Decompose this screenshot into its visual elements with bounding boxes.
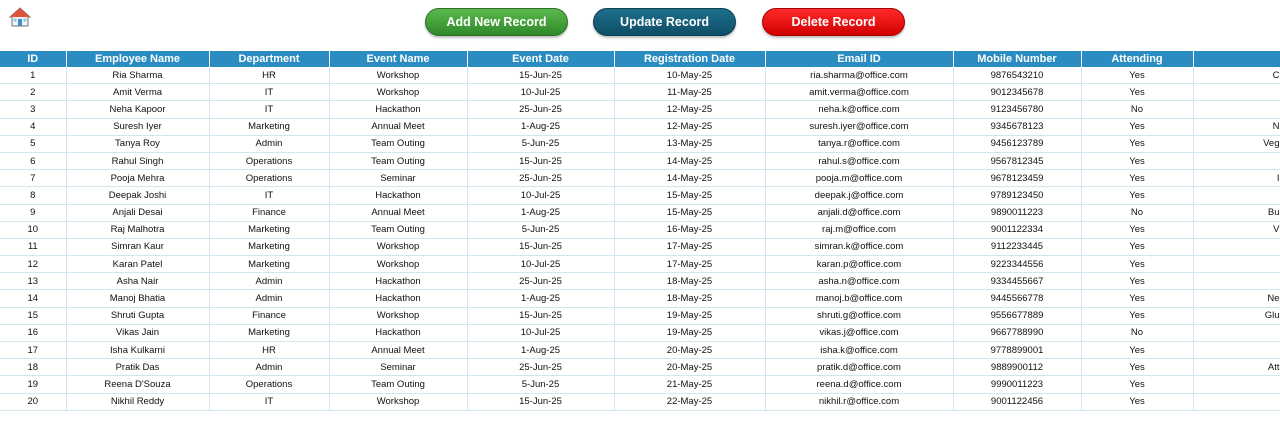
table-header-row: [0, 51, 1280, 67]
cell-employee-name[interactable]: Manoj Bhatia: [66, 290, 209, 307]
cell-attending[interactable]: Yes: [1081, 393, 1193, 410]
cell-email-id[interactable]: asha.n@office.com: [765, 273, 953, 290]
cell-employee-name[interactable]: Anjali Desai: [66, 204, 209, 221]
cell-id[interactable]: 12: [0, 256, 66, 273]
cell-event-date[interactable]: 15-Jun-25: [467, 307, 614, 324]
table-row[interactable]: [0, 324, 1280, 341]
cell-mobile-number[interactable]: 9012345678: [953, 84, 1081, 101]
cell-email-id[interactable]: reena.d@office.com: [765, 376, 953, 393]
cell-email-id[interactable]: tanya.r@office.com: [765, 135, 953, 152]
cell-employee-name[interactable]: Ria Sharma: [66, 67, 209, 84]
table-row[interactable]: [0, 256, 1280, 273]
cell-extra[interactable]: Ne: [1193, 290, 1280, 307]
table-row[interactable]: [0, 170, 1280, 187]
column-header-event-date[interactable]: Event Date: [467, 51, 614, 67]
cell-id[interactable]: 10: [0, 221, 66, 238]
cell-id[interactable]: 5: [0, 135, 66, 152]
cell-email-id[interactable]: anjali.d@office.com: [765, 204, 953, 221]
column-header-email-id[interactable]: Email ID: [765, 51, 953, 67]
table-row[interactable]: [0, 67, 1280, 84]
home-icon[interactable]: [9, 7, 31, 27]
cell-event-date[interactable]: 5-Jun-25: [467, 376, 614, 393]
cell-registration-date[interactable]: 13-May-25: [614, 135, 765, 152]
cell-event-date[interactable]: 15-Jun-25: [467, 393, 614, 410]
cell-id[interactable]: 9: [0, 204, 66, 221]
column-header-department[interactable]: Department: [209, 51, 329, 67]
cell-id[interactable]: 16: [0, 324, 66, 341]
table-row[interactable]: [0, 307, 1280, 324]
cell-event-name[interactable]: Annual Meet: [329, 342, 467, 359]
cell-extra[interactable]: [1193, 376, 1280, 393]
cell-department[interactable]: Admin: [209, 135, 329, 152]
table-row[interactable]: [0, 118, 1280, 135]
cell-department[interactable]: Operations: [209, 376, 329, 393]
cell-event-name[interactable]: Workshop: [329, 84, 467, 101]
cell-extra[interactable]: [1193, 84, 1280, 101]
cell-employee-name[interactable]: Suresh Iyer: [66, 118, 209, 135]
cell-department[interactable]: Marketing: [209, 256, 329, 273]
cell-event-date[interactable]: 25-Jun-25: [467, 359, 614, 376]
cell-event-date[interactable]: 15-Jun-25: [467, 238, 614, 255]
cell-department[interactable]: Admin: [209, 359, 329, 376]
cell-registration-date[interactable]: 19-May-25: [614, 307, 765, 324]
cell-registration-date[interactable]: 16-May-25: [614, 221, 765, 238]
cell-employee-name[interactable]: Vikas Jain: [66, 324, 209, 341]
cell-email-id[interactable]: karan.p@office.com: [765, 256, 953, 273]
cell-extra[interactable]: Veg: [1193, 135, 1280, 152]
cell-attending[interactable]: Yes: [1081, 290, 1193, 307]
cell-employee-name[interactable]: Reena D'Souza: [66, 376, 209, 393]
cell-registration-date[interactable]: 20-May-25: [614, 342, 765, 359]
cell-mobile-number[interactable]: 9345678123: [953, 118, 1081, 135]
cell-attending[interactable]: Yes: [1081, 67, 1193, 84]
cell-event-date[interactable]: 10-Jul-25: [467, 187, 614, 204]
cell-mobile-number[interactable]: 9001122334: [953, 221, 1081, 238]
column-header-registration-date[interactable]: Registration Date: [614, 51, 765, 67]
cell-attending[interactable]: Yes: [1081, 307, 1193, 324]
cell-event-date[interactable]: 10-Jul-25: [467, 324, 614, 341]
cell-attending[interactable]: Yes: [1081, 256, 1193, 273]
cell-employee-name[interactable]: Simran Kaur: [66, 238, 209, 255]
cell-event-name[interactable]: Hackathon: [329, 187, 467, 204]
cell-mobile-number[interactable]: 9456123789: [953, 135, 1081, 152]
cell-event-name[interactable]: Workshop: [329, 238, 467, 255]
cell-event-name[interactable]: Team Outing: [329, 376, 467, 393]
cell-email-id[interactable]: rahul.s@office.com: [765, 152, 953, 169]
cell-employee-name[interactable]: Pooja Mehra: [66, 170, 209, 187]
cell-event-date[interactable]: 10-Jul-25: [467, 256, 614, 273]
cell-event-name[interactable]: Annual Meet: [329, 118, 467, 135]
cell-id[interactable]: 8: [0, 187, 66, 204]
cell-department[interactable]: Operations: [209, 152, 329, 169]
cell-attending[interactable]: No: [1081, 204, 1193, 221]
records-table: [0, 51, 1280, 411]
cell-attending[interactable]: Yes: [1081, 170, 1193, 187]
cell-id[interactable]: 4: [0, 118, 66, 135]
column-header-attending[interactable]: Attending: [1081, 51, 1193, 67]
cell-department[interactable]: Finance: [209, 204, 329, 221]
cell-employee-name[interactable]: Isha Kulkarni: [66, 342, 209, 359]
cell-attending[interactable]: Yes: [1081, 135, 1193, 152]
cell-email-id[interactable]: nikhil.r@office.com: [765, 393, 953, 410]
cell-registration-date[interactable]: 18-May-25: [614, 290, 765, 307]
cell-event-date[interactable]: 5-Jun-25: [467, 135, 614, 152]
cell-extra[interactable]: V: [1193, 221, 1280, 238]
cell-mobile-number[interactable]: 9001122456: [953, 393, 1081, 410]
cell-attending[interactable]: Yes: [1081, 152, 1193, 169]
cell-registration-date[interactable]: 11-May-25: [614, 84, 765, 101]
cell-mobile-number[interactable]: 9890011223: [953, 204, 1081, 221]
cell-id[interactable]: 3: [0, 101, 66, 118]
cell-event-date[interactable]: 1-Aug-25: [467, 342, 614, 359]
table-row[interactable]: [0, 187, 1280, 204]
column-header-event-name[interactable]: Event Name: [329, 51, 467, 67]
cell-mobile-number[interactable]: 9112233445: [953, 238, 1081, 255]
cell-employee-name[interactable]: Asha Nair: [66, 273, 209, 290]
table-row[interactable]: [0, 290, 1280, 307]
cell-employee-name[interactable]: Neha Kapoor: [66, 101, 209, 118]
cell-email-id[interactable]: pooja.m@office.com: [765, 170, 953, 187]
cell-attending[interactable]: Yes: [1081, 273, 1193, 290]
column-header-mobile-number[interactable]: Mobile Number: [953, 51, 1081, 67]
cell-mobile-number[interactable]: 9990011223: [953, 376, 1081, 393]
cell-department[interactable]: Admin: [209, 290, 329, 307]
cell-department[interactable]: IT: [209, 84, 329, 101]
cell-department[interactable]: Operations: [209, 170, 329, 187]
table-row[interactable]: [0, 204, 1280, 221]
cell-department[interactable]: Marketing: [209, 118, 329, 135]
cell-event-name[interactable]: Hackathon: [329, 290, 467, 307]
cell-event-date[interactable]: 25-Jun-25: [467, 101, 614, 118]
cell-id[interactable]: 15: [0, 307, 66, 324]
cell-event-name[interactable]: Seminar: [329, 170, 467, 187]
cell-extra[interactable]: I: [1193, 170, 1280, 187]
table-row[interactable]: [0, 359, 1280, 376]
cell-attending[interactable]: No: [1081, 101, 1193, 118]
table-row[interactable]: [0, 393, 1280, 410]
cell-event-name[interactable]: Workshop: [329, 307, 467, 324]
cell-attending[interactable]: Yes: [1081, 221, 1193, 238]
cell-employee-name[interactable]: Amit Verma: [66, 84, 209, 101]
cell-attending[interactable]: Yes: [1081, 359, 1193, 376]
column-header-extra[interactable]: [1193, 51, 1280, 67]
cell-email-id[interactable]: shruti.g@office.com: [765, 307, 953, 324]
cell-department[interactable]: Marketing: [209, 238, 329, 255]
cell-department[interactable]: IT: [209, 187, 329, 204]
cell-registration-date[interactable]: 12-May-25: [614, 101, 765, 118]
cell-employee-name[interactable]: Rahul Singh: [66, 152, 209, 169]
cell-id[interactable]: 19: [0, 376, 66, 393]
cell-id[interactable]: 20: [0, 393, 66, 410]
cell-registration-date[interactable]: 17-May-25: [614, 256, 765, 273]
cell-extra[interactable]: Att: [1193, 359, 1280, 376]
table-row[interactable]: [0, 238, 1280, 255]
column-header-employee-name[interactable]: Employee Name: [66, 51, 209, 67]
cell-registration-date[interactable]: 22-May-25: [614, 393, 765, 410]
cell-attending[interactable]: Yes: [1081, 376, 1193, 393]
cell-attending[interactable]: Yes: [1081, 238, 1193, 255]
cell-event-date[interactable]: 1-Aug-25: [467, 204, 614, 221]
cell-event-name[interactable]: Team Outing: [329, 221, 467, 238]
cell-event-date[interactable]: 10-Jul-25: [467, 84, 614, 101]
cell-email-id[interactable]: raj.m@office.com: [765, 221, 953, 238]
cell-extra[interactable]: C: [1193, 67, 1280, 84]
cell-event-date[interactable]: 1-Aug-25: [467, 290, 614, 307]
cell-email-id[interactable]: pratik.d@office.com: [765, 359, 953, 376]
cell-employee-name[interactable]: Deepak Joshi: [66, 187, 209, 204]
cell-mobile-number[interactable]: 9556677889: [953, 307, 1081, 324]
cell-extra[interactable]: Glu: [1193, 307, 1280, 324]
cell-id[interactable]: 1: [0, 67, 66, 84]
cell-attending[interactable]: Yes: [1081, 342, 1193, 359]
table-row[interactable]: [0, 376, 1280, 393]
cell-attending[interactable]: Yes: [1081, 84, 1193, 101]
cell-registration-date[interactable]: 17-May-25: [614, 238, 765, 255]
cell-attending[interactable]: Yes: [1081, 187, 1193, 204]
cell-id[interactable]: 2: [0, 84, 66, 101]
cell-extra[interactable]: [1193, 238, 1280, 255]
cell-extra[interactable]: [1193, 324, 1280, 341]
update-record-button[interactable]: Update Record: [593, 8, 736, 36]
cell-email-id[interactable]: vikas.j@office.com: [765, 324, 953, 341]
cell-registration-date[interactable]: 20-May-25: [614, 359, 765, 376]
cell-mobile-number[interactable]: 9223344556: [953, 256, 1081, 273]
cell-event-date[interactable]: 5-Jun-25: [467, 221, 614, 238]
cell-mobile-number[interactable]: 9334455667: [953, 273, 1081, 290]
cell-registration-date[interactable]: 19-May-25: [614, 324, 765, 341]
cell-id[interactable]: 7: [0, 170, 66, 187]
cell-registration-date[interactable]: 10-May-25: [614, 67, 765, 84]
cell-registration-date[interactable]: 12-May-25: [614, 118, 765, 135]
cell-extra[interactable]: [1193, 256, 1280, 273]
table-row[interactable]: [0, 135, 1280, 152]
cell-extra[interactable]: [1193, 187, 1280, 204]
cell-mobile-number[interactable]: 9789123450: [953, 187, 1081, 204]
table-row[interactable]: [0, 221, 1280, 238]
cell-event-name[interactable]: Workshop: [329, 393, 467, 410]
cell-event-name[interactable]: Annual Meet: [329, 204, 467, 221]
cell-department[interactable]: HR: [209, 342, 329, 359]
cell-extra[interactable]: [1193, 101, 1280, 118]
cell-registration-date[interactable]: 14-May-25: [614, 152, 765, 169]
cell-mobile-number[interactable]: 9678123459: [953, 170, 1081, 187]
cell-department[interactable]: Finance: [209, 307, 329, 324]
cell-extra[interactable]: [1193, 342, 1280, 359]
cell-registration-date[interactable]: 18-May-25: [614, 273, 765, 290]
cell-mobile-number[interactable]: 9889900112: [953, 359, 1081, 376]
cell-employee-name[interactable]: Nikhil Reddy: [66, 393, 209, 410]
cell-extra[interactable]: [1193, 152, 1280, 169]
cell-department[interactable]: Marketing: [209, 221, 329, 238]
cell-registration-date[interactable]: 21-May-25: [614, 376, 765, 393]
cell-email-id[interactable]: neha.k@office.com: [765, 101, 953, 118]
cell-mobile-number[interactable]: 9567812345: [953, 152, 1081, 169]
table-row[interactable]: [0, 152, 1280, 169]
cell-email-id[interactable]: amit.verma@office.com: [765, 84, 953, 101]
cell-extra[interactable]: N: [1193, 118, 1280, 135]
cell-department[interactable]: Marketing: [209, 324, 329, 341]
cell-id[interactable]: 11: [0, 238, 66, 255]
table-row[interactable]: [0, 84, 1280, 101]
cell-employee-name[interactable]: Tanya Roy: [66, 135, 209, 152]
cell-mobile-number[interactable]: 9778899001: [953, 342, 1081, 359]
cell-extra[interactable]: [1193, 393, 1280, 410]
cell-department[interactable]: IT: [209, 101, 329, 118]
cell-email-id[interactable]: suresh.iyer@office.com: [765, 118, 953, 135]
cell-registration-date[interactable]: 15-May-25: [614, 187, 765, 204]
cell-extra[interactable]: [1193, 273, 1280, 290]
cell-employee-name[interactable]: Raj Malhotra: [66, 221, 209, 238]
table-row[interactable]: [0, 273, 1280, 290]
cell-id[interactable]: 17: [0, 342, 66, 359]
add-new-record-button[interactable]: Add New Record: [425, 8, 568, 36]
column-header-id[interactable]: ID: [0, 51, 66, 67]
cell-event-date[interactable]: 15-Jun-25: [467, 152, 614, 169]
cell-event-name[interactable]: Hackathon: [329, 324, 467, 341]
cell-employee-name[interactable]: Karan Patel: [66, 256, 209, 273]
cell-id[interactable]: 18: [0, 359, 66, 376]
cell-registration-date[interactable]: 15-May-25: [614, 204, 765, 221]
cell-event-name[interactable]: Seminar: [329, 359, 467, 376]
cell-event-date[interactable]: 25-Jun-25: [467, 273, 614, 290]
delete-record-button[interactable]: Delete Record: [762, 8, 905, 36]
cell-attending[interactable]: Yes: [1081, 118, 1193, 135]
cell-attending[interactable]: No: [1081, 324, 1193, 341]
cell-event-name[interactable]: Team Outing: [329, 135, 467, 152]
cell-employee-name[interactable]: Pratik Das: [66, 359, 209, 376]
cell-event-name[interactable]: Hackathon: [329, 101, 467, 118]
cell-registration-date[interactable]: 14-May-25: [614, 170, 765, 187]
cell-mobile-number[interactable]: 9667788990: [953, 324, 1081, 341]
cell-event-name[interactable]: Team Outing: [329, 152, 467, 169]
cell-email-id[interactable]: manoj.b@office.com: [765, 290, 953, 307]
table-body: [0, 67, 1280, 410]
cell-extra[interactable]: Bu: [1193, 204, 1280, 221]
cell-event-date[interactable]: 25-Jun-25: [467, 170, 614, 187]
cell-department[interactable]: HR: [209, 67, 329, 84]
cell-id[interactable]: 14: [0, 290, 66, 307]
cell-event-date[interactable]: 1-Aug-25: [467, 118, 614, 135]
cell-id[interactable]: 13: [0, 273, 66, 290]
cell-department[interactable]: IT: [209, 393, 329, 410]
cell-email-id[interactable]: simran.k@office.com: [765, 238, 953, 255]
cell-email-id[interactable]: deepak.j@office.com: [765, 187, 953, 204]
cell-event-name[interactable]: Hackathon: [329, 273, 467, 290]
cell-email-id[interactable]: isha.k@office.com: [765, 342, 953, 359]
cell-mobile-number[interactable]: 9123456780: [953, 101, 1081, 118]
cell-id[interactable]: 6: [0, 152, 66, 169]
cell-event-date[interactable]: 15-Jun-25: [467, 67, 614, 84]
cell-employee-name[interactable]: Shruti Gupta: [66, 307, 209, 324]
cell-email-id[interactable]: ria.sharma@office.com: [765, 67, 953, 84]
table-row[interactable]: [0, 342, 1280, 359]
cell-department[interactable]: Admin: [209, 273, 329, 290]
cell-event-name[interactable]: Workshop: [329, 67, 467, 84]
toolbar: [0, 0, 1280, 50]
table-row[interactable]: [0, 101, 1280, 118]
cell-event-name[interactable]: Workshop: [329, 256, 467, 273]
cell-mobile-number[interactable]: 9445566778: [953, 290, 1081, 307]
cell-mobile-number[interactable]: 9876543210: [953, 67, 1081, 84]
